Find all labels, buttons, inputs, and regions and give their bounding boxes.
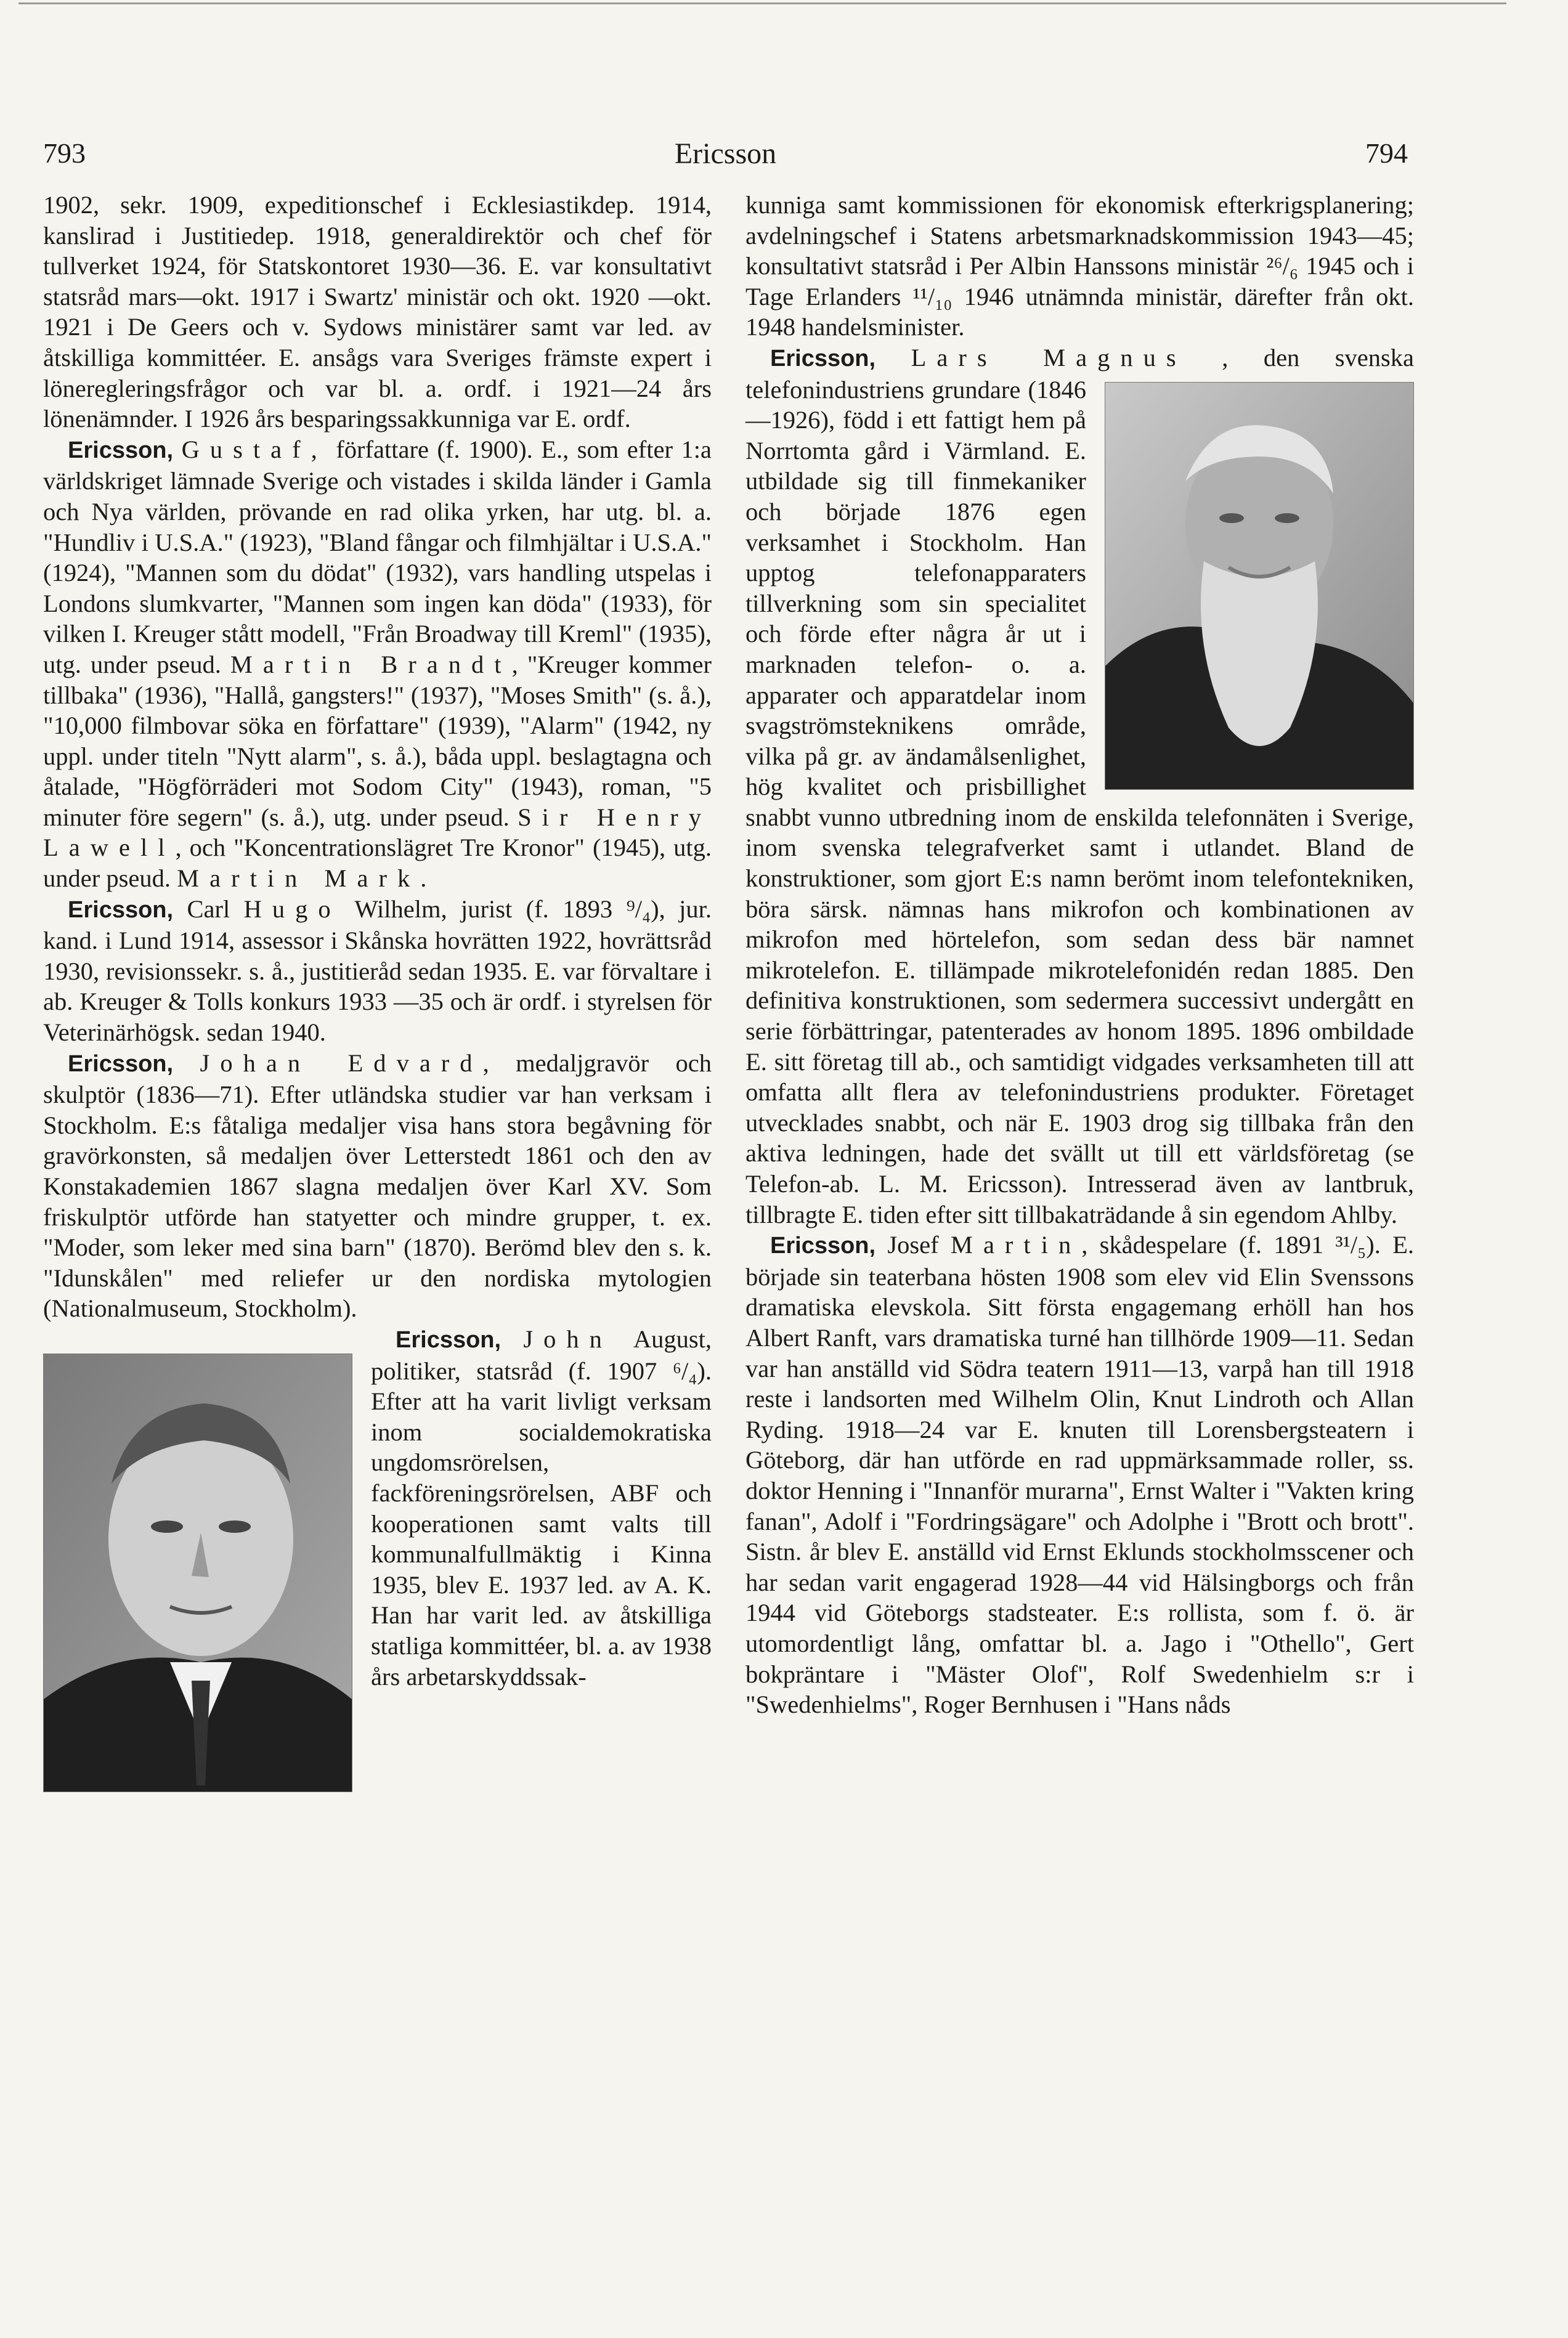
entry-text: August, politiker, statsråd (f. 1907 ⁶/₄). Efter att ha varit livligt verksam inom socialdemokratiska ungdomsrörelsen, fackföreningsrörelsen, ABF och kooperationen samt valts till kommunalfullmäktig i Kinna 1935, blev E. 1937 led. av A. K. Han har varit led. av åtskilliga statliga kommittéer, bl. a. av 1938 års arbetarskyddssak- [371,1325,712,1691]
entry-text: Carl [173,895,244,923]
running-title: Ericsson [674,137,777,170]
pseudonym: Sir Henry Lawell [43,803,712,862]
entry-surname: Ericsson, [68,896,174,923]
entry-carl-ericsson [43,894,712,1048]
entry-text: , "Kreuger kommer tillbaka" (1936), "Hallå, gangsters!" (1937), "Moses Smith" (s. å.), "10,000 filmbovar söka en författare" (1939), "Alarm" (1942, ny uppl. under titeln "Nytt alarm", s. å.), båda uppl. beslagtagna och åtalade, "Högförräderi mot Sodom City" (1943), roman, "5 minuter före segern" (s. å.), utg. under pseud. [43,650,712,831]
entry-josef-martin-ericsson [745,1230,1414,1720]
entry-forename: Hugo [243,895,341,923]
entry-forename: Lars Magnus [911,343,1187,371]
entry-text: , den svenska telefonindustriens grundare (1846—1926), född i ett fattigt hem på Norrtomta gård i Värmland. E. utbildade sig till finmekaniker och började 1876 egen verksamhet i Stockholm. Han upptog telefonapparaters tillverkning som sin specialitet och förde efter några år ut i marknaden telefon- o. a. apparater och apparatdelar inom svagströmsteknikens område, vilka på gr. av ändamålsenlighet, hög kvalitet och prisbillighet snabbt vunno utbredning inom de enskilda telefonnäten i Sverige, inom svenska telegrafverket samt i utlandet. Bland de konstruktioner, som gjort E:s namn berömt inom telefontekniken, böra särsk. nämnas hans mikrofon och kombinationen av mikrofon med hörtelefon, som sedan dess bär namnet mikrotelefon. E. tillämpade mikrotelefonidén redan 1885. Den definitiva konstruktionen, som sedermera successivt undergått en serie förbättringar, patenterades av honom 1895. 1896 ombildade E. sitt företag till ab., och samtidigt vidgades verksamheten till att omfatta allt flera av telefonindustriens produkter. Företaget utvecklades snabbt, och när E. 1903 drog sig tillbaka från den aktiva ledningen, hade det svällt ut till ett världsföretag (se Telefon-ab. L. M. Ericsson). Intresserad även av lantbruk, tillbragte E. tiden efter sitt tillbakaträdande å sin egendom Ahlby. [745,343,1415,1228]
portrait-lars-magnus-ericsson [1105,382,1414,790]
entry-surname: Ericsson, [68,1050,174,1077]
page-number-left: 793 [43,137,86,169]
entry-johan-ericsson [43,1048,712,1324]
page-header [43,137,1408,186]
page-number-right: 794 [1365,137,1408,169]
entry-john-ericsson [43,1324,712,1692]
entry-lars-magnus-ericsson [745,343,1414,1230]
entry-surname: Ericsson, [770,1233,876,1259]
portrait-john-ericsson [43,1354,352,1792]
continuation-paragraph: kunniga samt kommissionen för ekonomisk efterkrigsplanering; avdelningschef i Statens arbetsmarknadskommission 1943—45; konsultativt statsråd i Per Albin Hanssons ministär ²⁶/₆ 1945 och i Tage Erlanders ¹¹/₁₀ 1946 utnämnda ministär, därefter från okt. 1948 handelsminister. [745,191,1414,341]
entry-text: författare (f. 1900). E., som efter 1:a världskriget lämnade Sverige och vistades i skilda länder i Gamla och Nya världen, prövande en rad olika yrken, har utg. bl. a. "Hundliv i U.S.A." (1923), "Bland fångar och filmhjältar i U.S.A." (1924), "Mannen som du dödat" (1932), vars handling utspelas i Londons slumkvarter, "Mannen som ingen kan döda" (1933), för vilken I. Kreuger stått modell, "Från Broadway till Kreml" (1935), utg. under pseud. [43,435,712,678]
entry-surname: Ericsson, [396,1326,502,1353]
entry-forename: Gustaf, [181,435,328,463]
entry-surname: Ericsson, [68,437,174,463]
entry-text: Josef [875,1231,951,1259]
entry-surname: Ericsson, [770,345,876,371]
right-column [745,190,1414,2284]
entry-text: Wilhelm, jurist (f. 1893 ⁹/₄), jur. kand. i Lund 1914, assessor i Skånska hovrätten 1922, hovrättsråd 1930, revisionssekr. s. å., justitieråd sedan 1935. E. var förvaltare i ab. Kreuger & Tolls konkurs 1933 —35 och är ordf. i styrelsen för Veterinärhögsk. sedan 1940. [43,895,712,1047]
top-border-line [18,2,1506,4]
entry-gustaf-ericsson [43,434,712,894]
entry-forename: Johan Edvard [200,1049,483,1077]
entry-forename: Martin [950,1231,1082,1259]
entry-forename: John [523,1325,612,1353]
entry-text: , medaljgravör och skulptör (1836—71). Efter utländska studier var han verksam i Stockholm. E:s fåtaliga medaljer visa hans stora begåvning för gravörkonsten, så medaljen över Letterstedt 1861 och den av Konstakademien 1867 slagna medaljen över Karl XV. Som friskulptör utförde han statyetter och mindre grupper, t. ex. "Moder, som leker med sina barn" (1870). Berömd blev den s. k. "Idunskålen" med reliefer ur den nordiska mytologien (Nationalmuseum, Stockholm). [43,1049,712,1323]
entry-text: . [420,864,427,893]
entry-text: , och "Koncentrationslägret Tre Kronor" (1945), utg. under pseud. [43,834,712,893]
entry-text: , skådespelare (f. 1891 ³¹/₅). E. började sin teaterbana hösten 1908 som elev vid Elin Svenssons dramatiska elevskola. Sitt första engagemang erhöll han hos Albert Ranft, vars dramatiska turné han tillhörde 1909—11. Sedan var han anställd vid Södra teatern 1911—13, varpå han till 1918 reste i landsorten med Wilhelm Olin, Knut Lindroth och Allan Ryding. 1918—24 var E. knuten till Lorensbergsteatern i Göteborg, där han utförde en rad uppmärksammade roller, ss. doktor Henning i "Innanför murarna", Ernst Walter i "Vakten kring fanan", Adolf i "Fordringsägare" och Adolphe i "Brott och brott". Sistn. år blev E. anställd vid Ernst Eklunds stockholmsscener och har sedan varit engagerad 1928—44 vid Hälsingborgs och från 1944 vid Göteborgs stadsteater. E:s rollista, som f. ö. är utomordentligt lång, omfattar bl. a. Jago i "Othello", Gert bokpräntare i "Mäster Olof", Rolf Swedenhielm s:r i "Swedenhielms", Roger Bernhusen i "Hans nåds [745,1231,1414,1719]
pseudonym: Martin Brandt [230,650,512,678]
left-column [43,190,712,2284]
continuation-paragraph: 1902, sekr. 1909, expeditionschef i Ecklesiastikdep. 1914, kanslirad i Justitiedep. 1918, generaldirektör och chef för tullverket 1924, för Statskontoret 1930—36. E. var konsultativt statsråd mars—okt. 1917 i Swartz' ministär och okt. 1920 —okt. 1921 i De Geers och v. Sydows ministärer samt var led. av åtskilliga kommittéer. E. ansågs vara Sveriges främste expert i löneregleringsfrågor och var bl. a. ordf. i 1921—24 års lönenämnder. I 1926 års besparingssakkunniga var E. ordf. [43,191,712,433]
pseudonym: Martin Mark [177,864,421,893]
